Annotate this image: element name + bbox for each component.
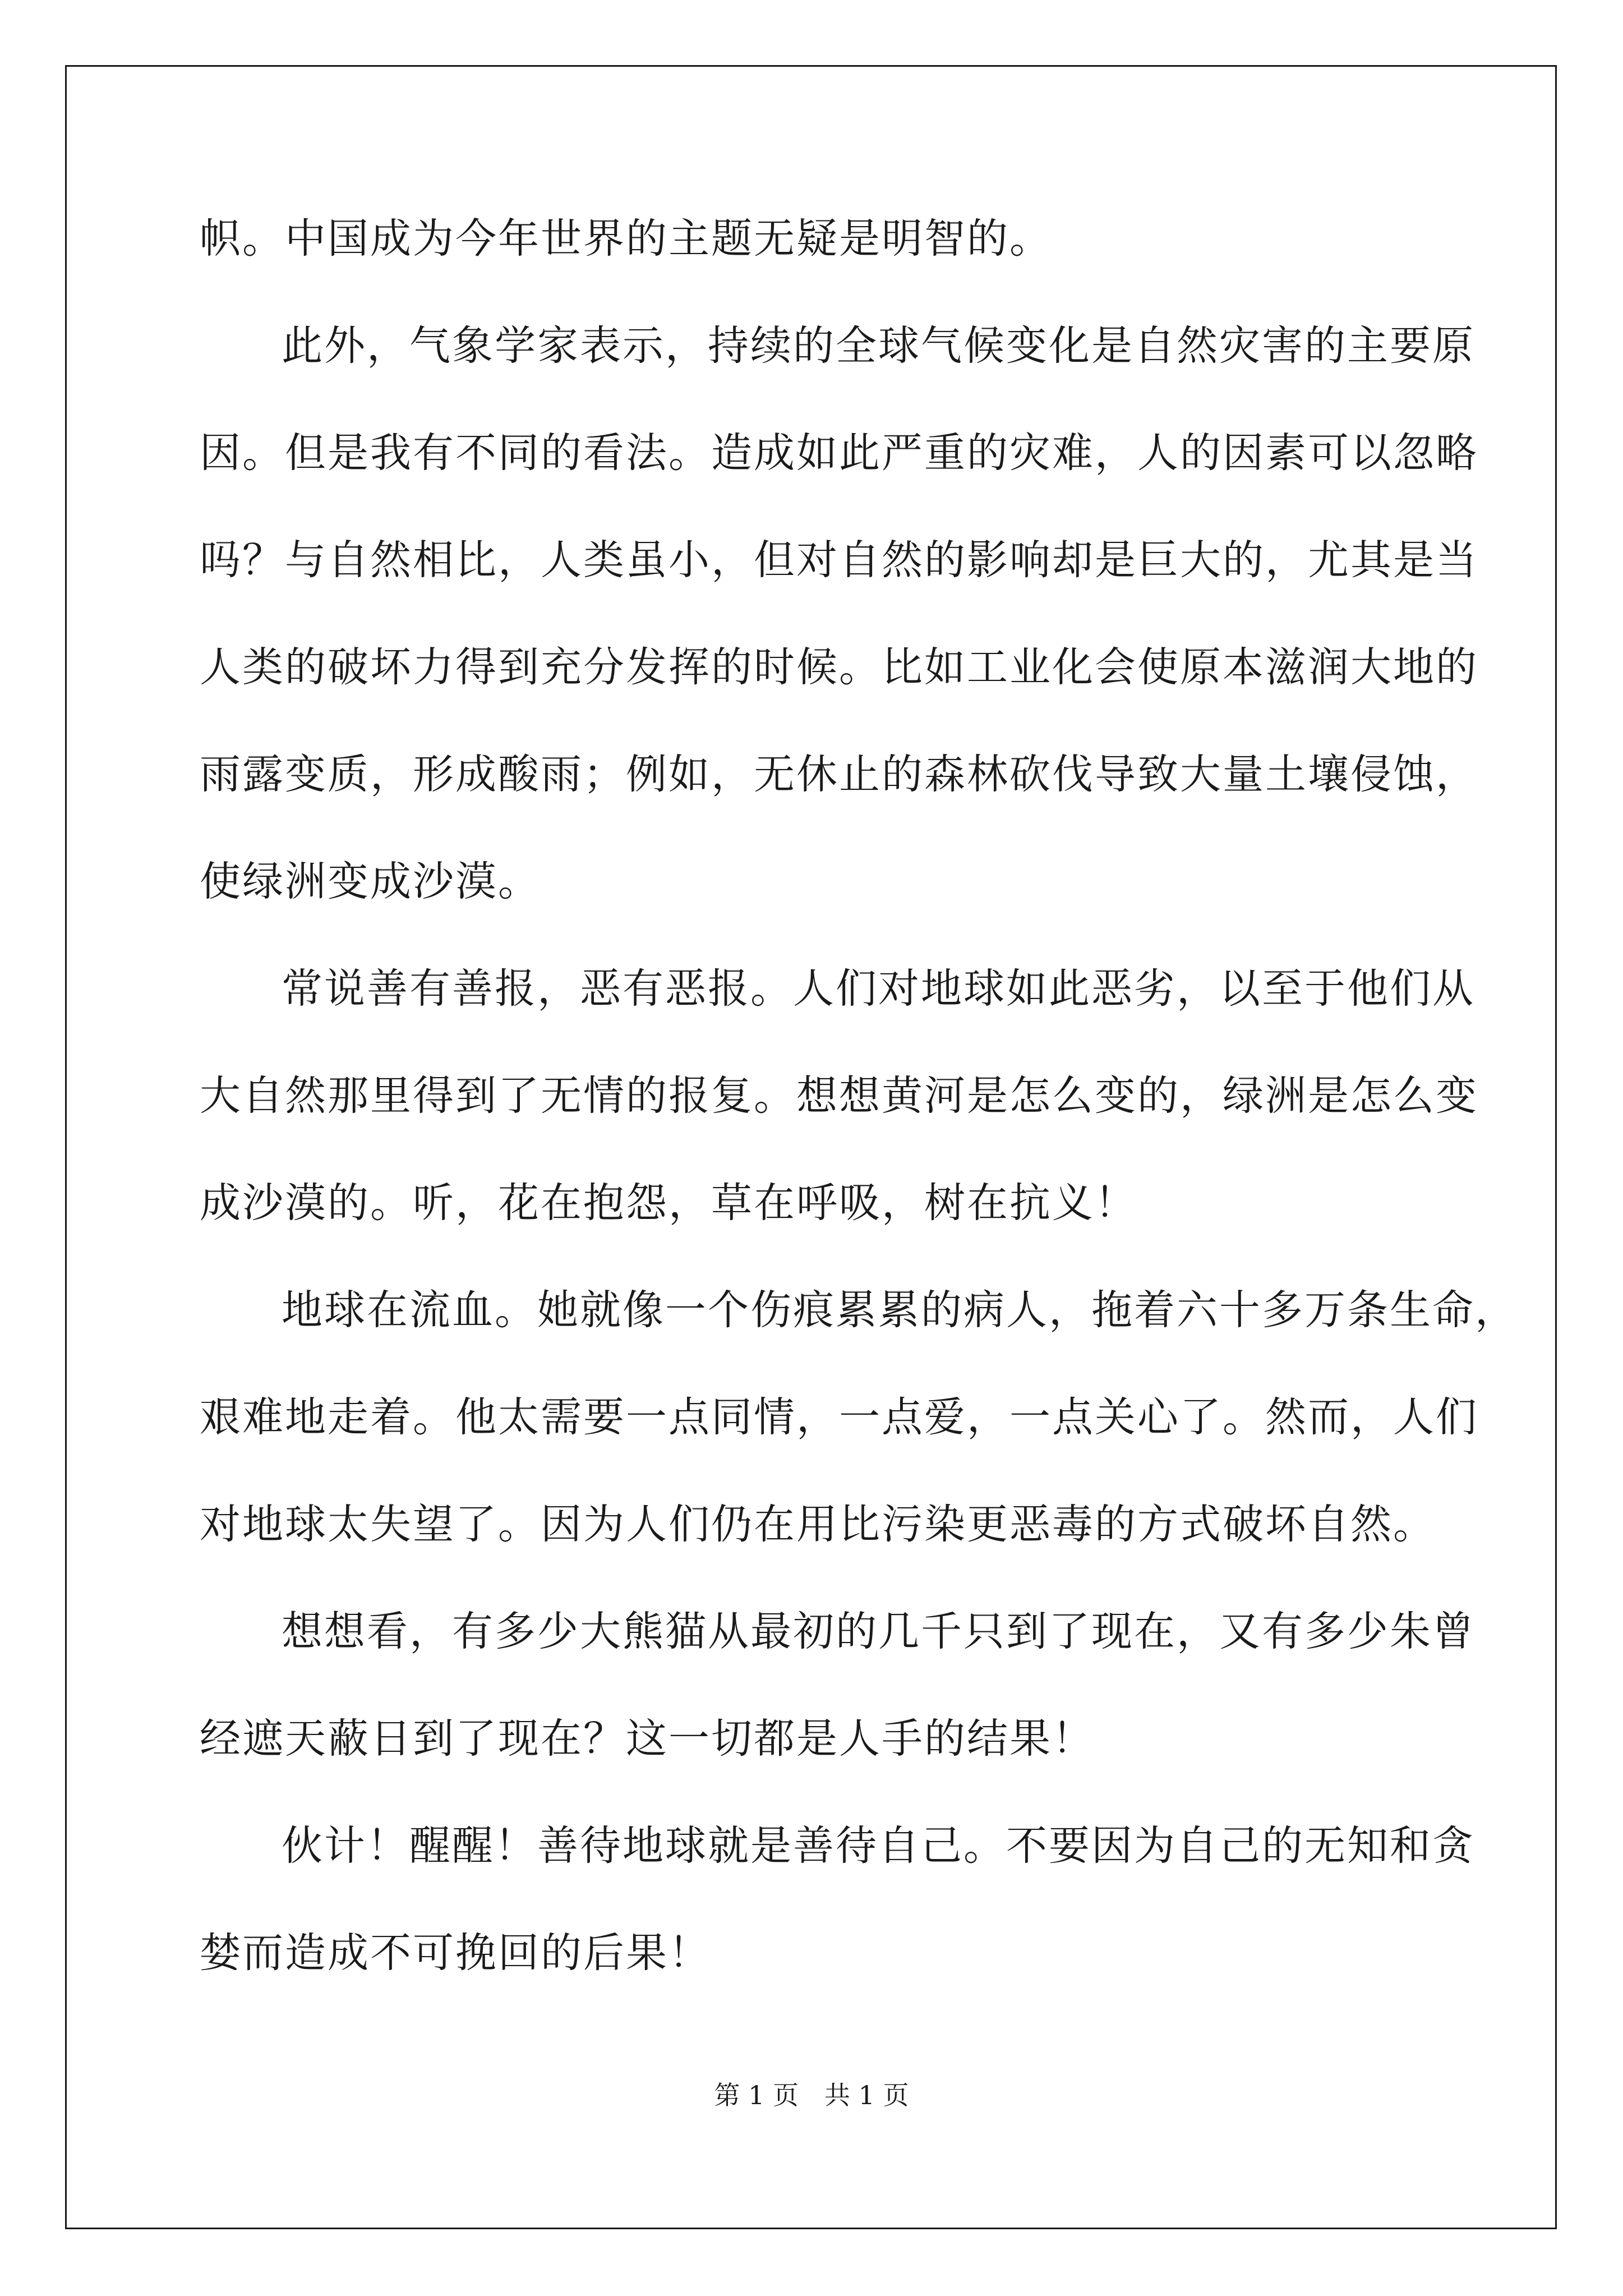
text-line: 帜。中国成为今年世界的主题无疑是明智的。: [200, 215, 1052, 263]
text-line: 人类的破坏力得到充分发挥的时候。比如工业化会使原本滋润大地的: [200, 643, 1478, 691]
text-line: 对地球太失望了。因为人们仍在用比污染更恶毒的方式破坏自然。: [200, 1501, 1436, 1548]
text-line: 因。但是我有不同的看法。造成如此严重的灾难，人的因素可以忽略: [200, 429, 1478, 477]
text-line: 常说善有善报，恶有恶报。人们对地球如此恶劣，以至于他们从: [282, 965, 1475, 1013]
text-line: 想想看，有多少大熊猫从最初的几千只到了现在，又有多少朱曾: [282, 1608, 1475, 1655]
text-line: 此外，气象学家表示，持续的全球气候变化是自然灾害的主要原: [282, 322, 1475, 370]
text-line: 伙计！醒醒！善待地球就是善待自己。不要因为自己的无知和贪: [282, 1822, 1475, 1870]
text-line: 地球在流血。她就像一个伤痕累累的病人，拖着六十多万条生命，: [282, 1286, 1518, 1334]
text-line: 雨露变质，形成酸雨；例如，无休止的森林砍伐导致大量土壤侵蚀，: [200, 751, 1478, 798]
text-line: 婪而造成不可挽回的后果！: [200, 1929, 711, 1977]
page-number-footer: 第 1 页 共 1 页: [714, 2080, 909, 2110]
text-line: 艰难地走着。他太需要一点同情，一点爱，一点关心了。然而，人们: [200, 1393, 1478, 1441]
text-line: 吗？与自然相比，人类虽小，但对自然的影响却是巨大的，尤其是当: [200, 536, 1478, 584]
text-line: 大自然那里得到了无情的报复。想想黄河是怎么变的，绿洲是怎么变: [200, 1072, 1478, 1120]
text-line: 成沙漠的。听，花在抱怨，草在呼吸，树在抗义！: [200, 1179, 1137, 1227]
text-line: 经遮天蔽日到了现在？这一切都是人手的结果！: [200, 1715, 1095, 1763]
text-line: 使绿洲变成沙漠。: [200, 858, 541, 905]
document-body: [200, 185, 1518, 2007]
